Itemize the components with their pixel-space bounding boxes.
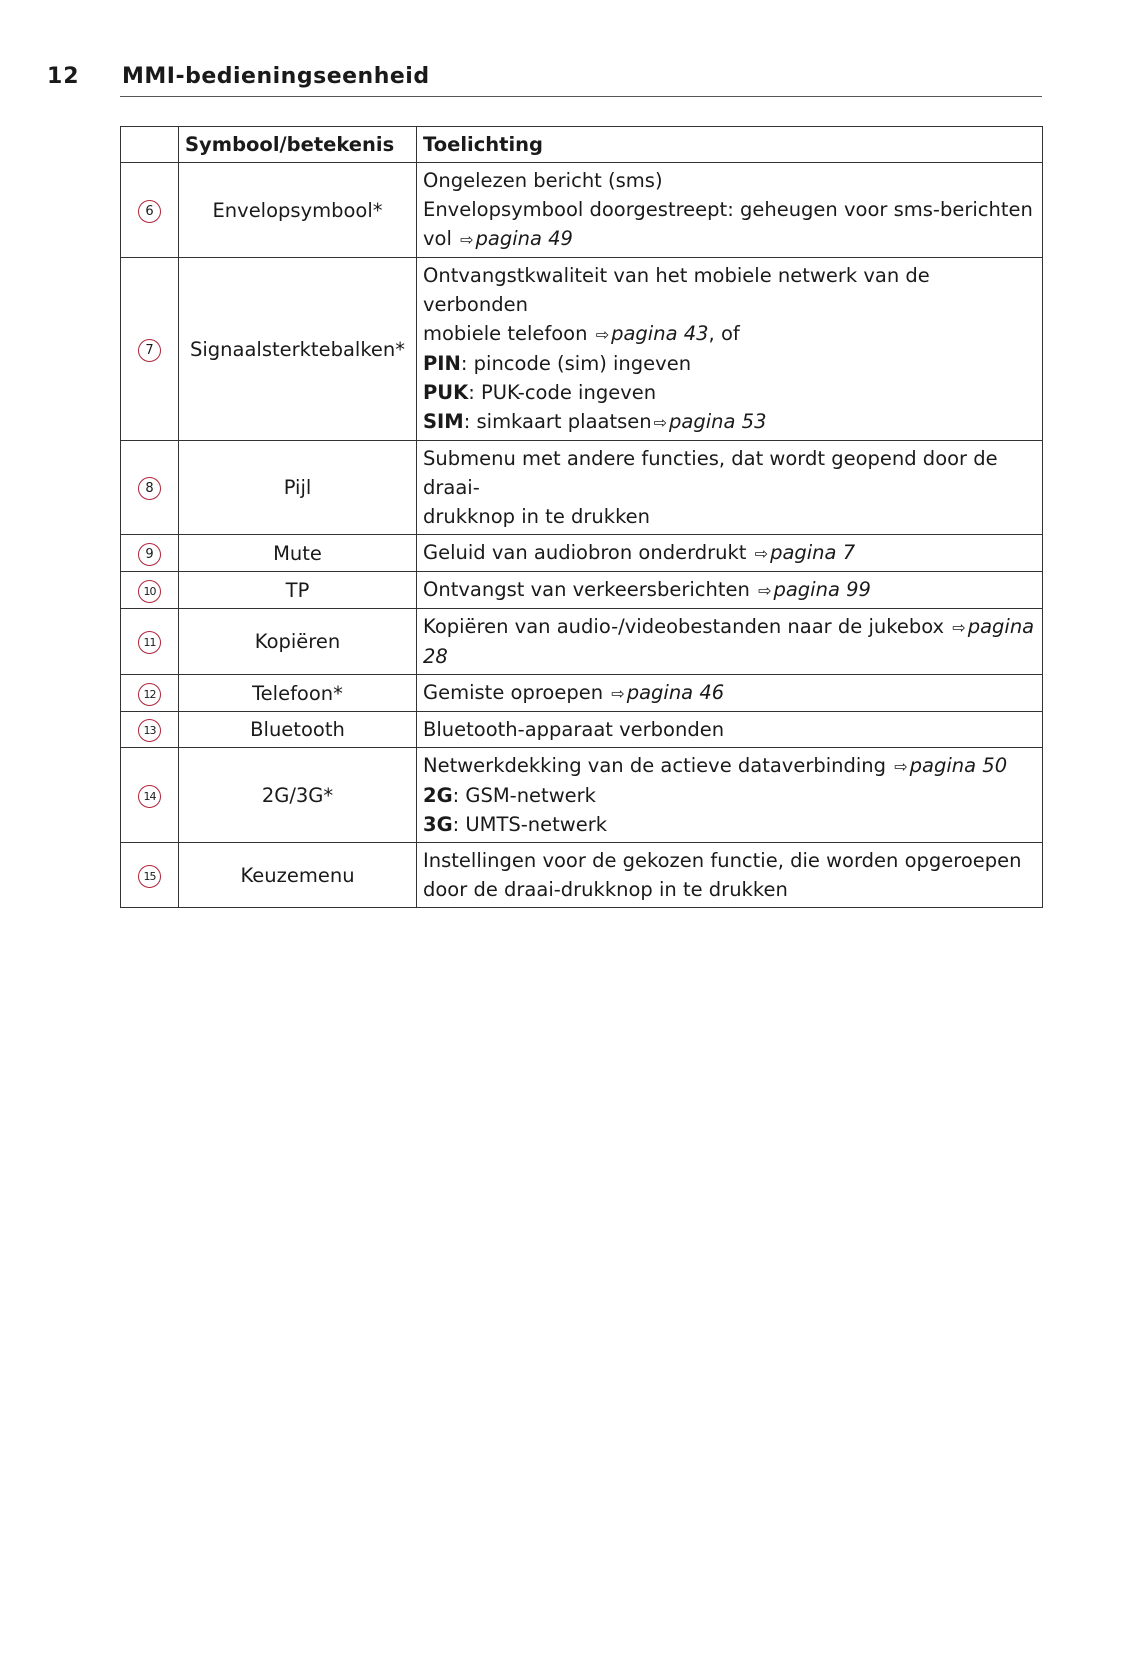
circled-number-6: 6 xyxy=(138,200,161,223)
header-explanation: Toelichting xyxy=(417,127,1043,163)
page-reference[interactable]: pagina 99 xyxy=(773,578,871,601)
explanation-line xyxy=(423,378,1036,407)
arrow-right-icon: ⇨ xyxy=(460,230,474,249)
explanation-cell xyxy=(417,572,1043,609)
row-number-cell xyxy=(121,535,179,572)
row-number-cell xyxy=(121,441,179,535)
table-row xyxy=(121,843,1043,908)
circled-number-8: 8 xyxy=(138,477,161,500)
explanation-line xyxy=(423,224,1036,254)
row-number-cell xyxy=(121,675,179,712)
explanation-line: Ontvangstkwaliteit van het mobiele netwerk van de verbonden xyxy=(423,264,930,316)
table-header-row xyxy=(121,127,1043,163)
explanation-text: Ontvangst van verkeersberichten xyxy=(423,578,750,601)
explanation-text: Geluid van audiobron onderdrukt xyxy=(423,541,747,564)
symbol-table xyxy=(120,126,1043,908)
explanation-cell: Bluetooth-apparaat verbonden xyxy=(417,712,1043,748)
term-text: : simkaart plaatsen xyxy=(463,410,652,433)
explanation-line: door de draai-drukknop in te drukken xyxy=(423,878,788,901)
explanation-cell xyxy=(417,748,1043,843)
explanation-line xyxy=(423,642,1036,671)
table-row xyxy=(121,675,1043,712)
explanation-cell xyxy=(417,441,1043,535)
term-key: PUK xyxy=(423,381,469,404)
symbol-cell: 2G/3G* xyxy=(179,748,417,843)
explanation-line: Instellingen voor de gekozen functie, die worden opgeroepen xyxy=(423,849,1022,872)
explanation-cell xyxy=(417,675,1043,712)
explanation-line xyxy=(423,407,1036,437)
explanation-cell xyxy=(417,609,1043,675)
explanation-line: Submenu met andere functies, dat wordt geopend door de draai- xyxy=(423,447,998,499)
symbol-cell: Signaalsterktebalken* xyxy=(179,258,417,441)
symbol-cell: Pijl xyxy=(179,441,417,535)
table-row xyxy=(121,572,1043,609)
circled-number-13: 13 xyxy=(138,719,161,742)
symbol-cell: Envelopsymbool* xyxy=(179,163,417,258)
table-row xyxy=(121,163,1043,258)
table-row xyxy=(121,258,1043,441)
term-text: : PUK-code ingeven xyxy=(468,381,657,404)
explanation-text: , of xyxy=(708,322,740,345)
explanation-cell xyxy=(417,258,1043,441)
table-row xyxy=(121,609,1043,675)
explanation-text: Netwerkdekking van de actieve dataverbinding xyxy=(423,754,887,777)
row-number-cell xyxy=(121,843,179,908)
explanation-line xyxy=(423,319,1036,349)
arrow-right-icon: ⇨ xyxy=(758,581,772,600)
explanation-text: Kopiëren van audio-/videobestanden naar de jukebox xyxy=(423,615,945,638)
symbol-cell: Mute xyxy=(179,535,417,572)
circled-number-9: 9 xyxy=(138,543,161,566)
explanation-text: vol xyxy=(423,227,452,250)
symbol-cell: Keuzemenu xyxy=(179,843,417,908)
explanation-line xyxy=(423,349,1036,378)
arrow-right-icon: ⇨ xyxy=(952,618,966,637)
symbol-cell: Bluetooth xyxy=(179,712,417,748)
table-row xyxy=(121,441,1043,535)
row-number-cell xyxy=(121,258,179,441)
explanation-text: Gemiste oproepen xyxy=(423,681,604,704)
term-text: : UMTS-netwerk xyxy=(452,813,608,836)
page-number: 12 xyxy=(47,64,80,89)
term-text: : pincode (sim) ingeven xyxy=(460,352,692,375)
circled-number-10: 10 xyxy=(138,580,161,603)
row-number-cell xyxy=(121,712,179,748)
term-key: PIN xyxy=(423,352,461,375)
header-num-cell xyxy=(121,127,179,163)
page-reference[interactable]: pagina 46 xyxy=(626,681,725,704)
chapter-title: MMI-bedieningseenheid xyxy=(122,64,430,89)
term-key: 3G xyxy=(423,813,453,836)
explanation-cell xyxy=(417,843,1043,908)
explanation-line xyxy=(423,751,1036,781)
page-reference[interactable]: pagina 53 xyxy=(669,410,767,433)
circled-number-12: 12 xyxy=(138,683,161,706)
circled-number-11: 11 xyxy=(138,631,161,654)
table-row xyxy=(121,535,1043,572)
arrow-right-icon: ⇨ xyxy=(611,684,625,703)
term-key: 2G xyxy=(423,784,453,807)
table-row xyxy=(121,712,1043,748)
arrow-right-icon: ⇨ xyxy=(653,413,668,432)
symbol-cell: Kopiëren xyxy=(179,609,417,675)
header-symbol: Symbool/betekenis xyxy=(179,127,417,163)
circled-number-7: 7 xyxy=(138,339,161,362)
explanation-line xyxy=(423,612,1036,642)
circled-number-15: 15 xyxy=(138,865,161,888)
explanation-line: Envelopsymbool doorgestreept: geheugen voor sms-berichten xyxy=(423,198,1033,221)
row-number-cell xyxy=(121,609,179,675)
page-reference[interactable]: pagina 43 xyxy=(611,322,709,345)
explanation-line: drukknop in te drukken xyxy=(423,505,651,528)
page-reference[interactable]: pagina xyxy=(967,615,1035,638)
table-row xyxy=(121,748,1043,843)
row-number-cell xyxy=(121,163,179,258)
page-reference[interactable]: pagina 49 xyxy=(475,227,573,250)
explanation-line: Ongelezen bericht (sms) xyxy=(423,169,663,192)
row-number-cell xyxy=(121,572,179,609)
page-reference[interactable]: 28 xyxy=(423,645,448,668)
page-reference[interactable]: pagina 7 xyxy=(770,541,856,564)
explanation-cell xyxy=(417,163,1043,258)
arrow-right-icon: ⇨ xyxy=(894,757,908,776)
arrow-right-icon: ⇨ xyxy=(754,544,769,563)
explanation-text: mobiele telefoon xyxy=(423,322,588,345)
explanation-cell xyxy=(417,535,1043,572)
page-reference[interactable]: pagina 50 xyxy=(909,754,1008,777)
term-text: : GSM-netwerk xyxy=(452,784,596,807)
arrow-right-icon: ⇨ xyxy=(595,325,610,344)
explanation-line xyxy=(423,810,1036,839)
symbol-cell: TP xyxy=(179,572,417,609)
header-rule xyxy=(120,96,1042,97)
symbol-cell: Telefoon* xyxy=(179,675,417,712)
term-key: SIM xyxy=(423,410,464,433)
explanation-line xyxy=(423,781,1036,810)
circled-number-14: 14 xyxy=(138,785,161,808)
row-number-cell xyxy=(121,748,179,843)
